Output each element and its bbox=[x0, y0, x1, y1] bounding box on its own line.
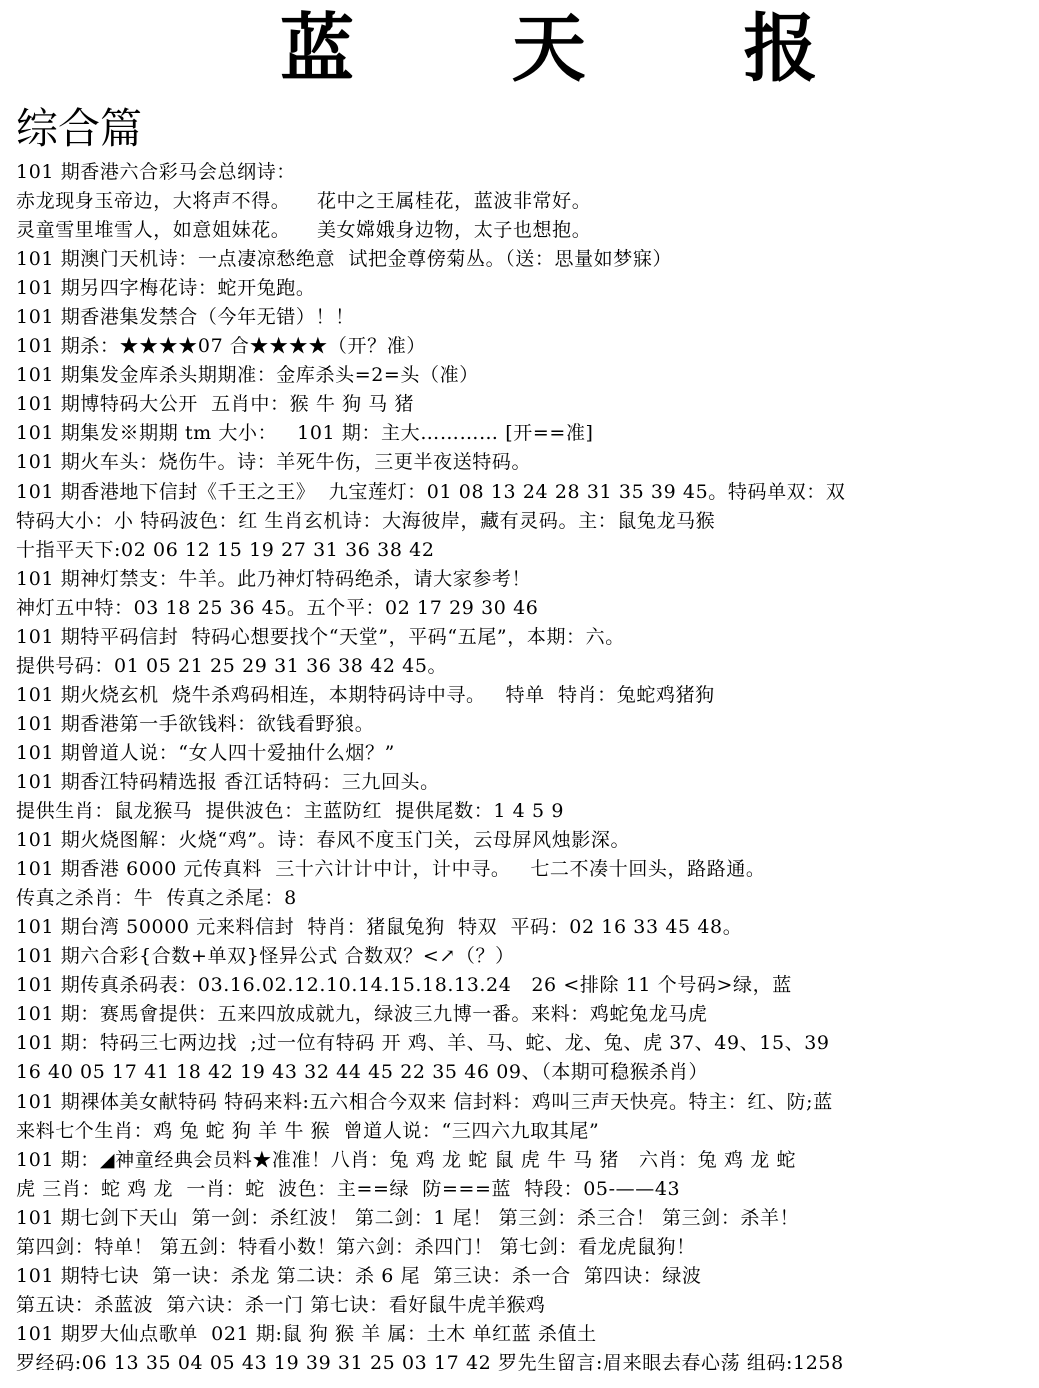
text-line: 赤龙现身玉帝边，大将声不得。 花中之王属桂花，蓝波非常好。 bbox=[16, 190, 592, 213]
text-line: 101 期集发※期期 tm 大小： 101 期：主大………… [开==准] bbox=[16, 422, 594, 445]
text-line: 101 期特平码信封 特码心想要找个“天堂”，平码“五尾”，本期：六。 bbox=[16, 625, 625, 648]
text-line: 101 期博特码大公开 五肖中：猴 牛 狗 马 猪 bbox=[16, 393, 415, 416]
text-line: 101 期另四字梅花诗：蛇开兔跑。 bbox=[16, 277, 316, 300]
text-line: 101 期传真杀码表：03.16.02.12.10.14.15.18.13.24 26 <排除 11 个号码>绿，蓝 bbox=[16, 974, 792, 997]
text-line: 第五诀：杀蓝波 第六诀：杀一门 第七诀：看好鼠牛虎羊猴鸡 bbox=[16, 1293, 546, 1316]
text-line: 特码大小：小 特码波色：红 生肖玄机诗：大海彼岸，藏有灵码。主：鼠兔龙马猴 bbox=[16, 509, 716, 532]
text-line: 虎 三肖：蛇 鸡 龙 一肖：蛇 波色：主==绿 防===蓝 特段：05-——43 bbox=[16, 1177, 681, 1200]
text-line: 101 期六合彩{合数+单双}怪异公式 合数双？<↗（？） bbox=[16, 945, 515, 968]
text-line: 101 期裸体美女献特码 特码来料:五六相合今双来 信封料：鸡叫三声天快亮。特主：红、防;蓝 bbox=[16, 1090, 833, 1113]
masthead-title: 蓝 天 报 bbox=[280, 6, 884, 92]
text-line: 101 期香港地下信封《千王之王》 九宝莲灯：01 08 13 24 28 31 35 39 45。特码单双：双 bbox=[16, 480, 846, 503]
text-line: 101 期火烧玄机 烧牛杀鸡码相连，本期特码诗中寻。 特单 特肖：兔蛇鸡猪狗 bbox=[16, 683, 715, 706]
text-line: 101 期香江特码精选报 香江话特码：三九回头。 bbox=[16, 770, 440, 793]
text-line: 灵童雪里堆雪人，如意姐妹花。 美女嫦娥身边物，太子也想抱。 bbox=[16, 219, 592, 242]
text-line: 101 期：赛馬會提供：五来四放成就九，绿波三九博一番。来料：鸡蛇兔龙马虎 bbox=[16, 1003, 708, 1026]
text-line: 101 期台湾 50000 元来料信封 特肖：猪鼠兔狗 特双 平码：02 16 33 45 48。 bbox=[16, 916, 743, 939]
text-line: 来料七个生肖：鸡 兔 蛇 狗 羊 牛 猴 曾道人说：“三四六九取其尾” bbox=[16, 1119, 600, 1142]
text-line: 101 期香港 6000 元传真料 三十六计计中计，计中寻。 七二不凑十回头，路路通。 bbox=[16, 858, 766, 881]
text-line: 101 期杀：★★★★07 合★★★★（开？准） bbox=[16, 335, 426, 358]
text-line: 101 期集发金库杀头期期准：金库杀头=2=头（准） bbox=[16, 364, 479, 387]
text-line: 101 期：◢神童经典会员料★准准！八肖：兔 鸡 龙 蛇 鼠 虎 牛 马 猪 六肖：兔 鸡 龙 蛇 bbox=[16, 1148, 797, 1171]
text-line: 101 期香港集发禁合（今年无错）！！ bbox=[16, 306, 355, 329]
text-line: 101 期七剑下天山 第一剑：杀红波！ 第二剑：1 尾！ 第三剑：杀三合！ 第三剑：杀羊！ bbox=[16, 1206, 800, 1229]
text-line: 十指平天下:02 06 12 15 19 27 31 36 38 42 bbox=[16, 538, 435, 561]
text-line: 罗经码:06 13 35 04 05 43 19 39 31 25 03 17 42 罗先生留言:眉来眼去春心荡 组码:1258 bbox=[16, 1351, 844, 1374]
text-line: 16 40 05 17 41 18 42 19 43 32 44 45 22 35 46 09、（本期可稳猴杀肖） bbox=[16, 1061, 709, 1084]
text-line: 101 期：特码三七两边找 ;过一位有特码 开 鸡、羊、马、蛇、龙、兔、虎 37、49、15、39 bbox=[16, 1032, 830, 1055]
text-line: 第四剑：特单！ 第五剑：特看小数！第六剑：杀四门！ 第七剑：看龙虎鼠狗！ bbox=[16, 1235, 696, 1258]
text-line: 传真之杀肖：牛 传真之杀尾：8 bbox=[16, 887, 297, 910]
text-line: 101 期火车头：烧伤牛。诗：羊死牛伤，三更半夜送特码。 bbox=[16, 451, 532, 474]
text-line: 101 期香港六合彩马会总纲诗： bbox=[16, 161, 296, 183]
section-title: 综合篇 bbox=[16, 104, 143, 153]
text-line: 提供生肖：鼠龙猴马 提供波色：主蓝防红 提供尾数：1 4 5 9 bbox=[16, 800, 565, 823]
text-line: 101 期澳门天机诗：一点凄凉愁绝意 试把金尊傍菊丛。（送：思量如梦寐） bbox=[16, 248, 673, 271]
article-body bbox=[16, 158, 1031, 1378]
text-line: 101 期特七诀 第一诀：杀龙 第二诀：杀 6 尾 第三诀：杀一合 第四诀：绿波 bbox=[16, 1264, 702, 1287]
text-line: 提供号码：01 05 21 25 29 31 36 38 42 45。 bbox=[16, 654, 448, 677]
text-line: 神灯五中特：03 18 25 36 45。五个平：02 17 29 30 46 bbox=[16, 596, 539, 619]
text-line: 101 期火烧图解：火烧“鸡”。诗：春风不度玉门关，云母屏风烛影深。 bbox=[16, 829, 631, 852]
text-line: 101 期罗大仙点歌单 021 期:鼠 狗 猴 羊 属：土木 单红蓝 杀值土 bbox=[16, 1322, 597, 1345]
text-line: 101 期曾道人说：“女人四十爱抽什么烟？” bbox=[16, 741, 395, 764]
text-line: 101 期神灯禁支：牛羊。此乃神灯特码绝杀，请大家参考！ bbox=[16, 567, 532, 590]
text-line: 101 期香港第一手欲钱料：欲钱看野狼。 bbox=[16, 712, 375, 735]
